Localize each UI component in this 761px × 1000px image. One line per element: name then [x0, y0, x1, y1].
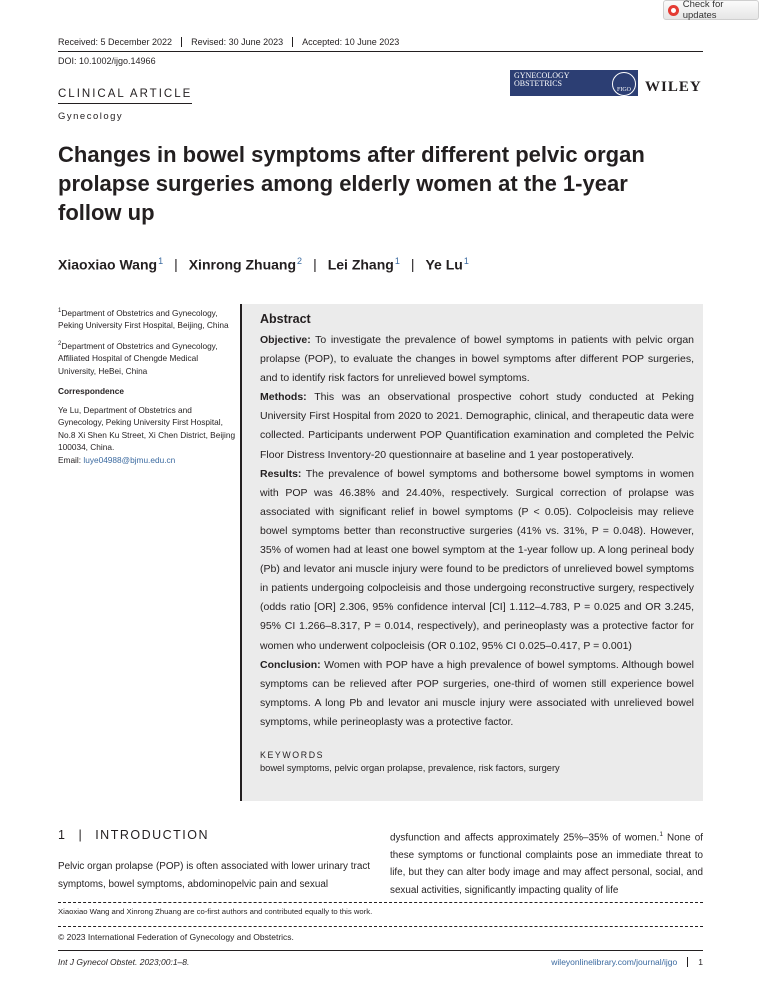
figo-logo-icon: FIGO: [612, 72, 636, 96]
doi[interactable]: DOI: 10.1002/ijgo.14966: [58, 56, 156, 66]
journal-citation: Int J Gynecol Obstet. 2023;00:1–8.: [58, 957, 190, 967]
intro-paragraph-continued: dysfunction and affects approximately 25%–35% of women.$^1$ None of these symptoms or functional complaints pose an immediate threat to life, but they can alter body image and may affect personal, social, and sexual activities, significantly impacting quality of life: [390, 831, 703, 896]
subject-category: Gynecology: [58, 111, 124, 122]
footnote: Xiaoxiao Wang and Xinrong Zhuang are co-first authors and contributed equally to this work.: [58, 907, 373, 916]
section-heading: [58, 828, 209, 842]
page-number: 1: [687, 957, 703, 967]
journal-logo-line2: OBSTETRICS: [514, 79, 563, 88]
header-rule: [58, 51, 703, 52]
footnote-divider: [58, 902, 703, 903]
article-type: CLINICAL ARTICLE: [58, 88, 192, 104]
section-title: INTRODUCTION: [95, 828, 210, 842]
affiliation: $^2$Department of Obstetrics and Gynecology, Affiliated Hospital of Chengde Medical University, HeBei, China: [58, 340, 218, 376]
author-list: [58, 256, 469, 273]
intro-paragraph: Pelvic organ prolapse (POP) is often associated with lower urinary tract symptoms, bowel symptoms, abdominopelvic pain and sexual: [58, 861, 370, 890]
keywords-heading: KEYWORDS: [260, 749, 325, 760]
author[interactable]: Ye Lu$^1$: [425, 256, 469, 273]
body-column-left: [58, 858, 370, 893]
received-date: Received: 5 December 2022: [58, 37, 173, 47]
copyright-divider: [58, 926, 703, 927]
abstract-results: Results: The prevalence of bowel symptoms and bothersome bowel symptoms in women with POP was 46.38% and 24.40%, respectively. Surgical correction of prolapse was associated with significant relief in bowel symptoms (P < 0.05). Colpocleisis may relieve bowel symptoms better than reconstructive surgeries (41% vs. 31%, P = 0.048). However, 35% of women had at least one bowel symptom at the 1-year follow up. A long perineal body (Pb) and levator ani muscle injury were found to be predictors of unrelieved bowel symptoms in patients undergoing colpocleisis and those undergoing reconstructive surgery, respectively (odds ratio [OR] 2.306, 95% confidence interval [CI] 1.112–4.783, P = 0.025 and OR 3.245, 95% CI 1.266–8.317, P = 0.014, respectively), and perineoplasty was a protective factor for women who underwent colpocleisis (OR 0.102, 95% CI 0.025–0.417, P = 0.001): [260, 467, 694, 652]
citation-ref[interactable]: 1: [659, 831, 663, 838]
author[interactable]: Xiaoxiao Wang$^1$: [58, 256, 164, 273]
section-number: 1: [58, 828, 67, 842]
footer-rule: [58, 950, 703, 951]
check-for-updates-label: Check for updates: [682, 0, 724, 21]
copyright: © 2023 International Federation of Gynecology and Obstetrics.: [58, 932, 294, 942]
abstract-objective: Objective: To investigate the prevalence of bowel symptoms in patients with pelvic organ prolapse (POP), to evaluate the changes in bowel symptoms after different POP surgeries, and to identify risk factors for unrelieved bowel symptoms.: [260, 334, 694, 385]
email-link[interactable]: luye04988@bjmu.edu.cn: [83, 454, 176, 465]
correspondence-text: Ye Lu, Department of Obstetrics and Gynecology, Peking University First Hospital, No.8 Xi Shen Ku Street, Xi Chen District, Beijing 100034, China. Email: luye04988@bjmu.edu.cn: [58, 404, 236, 465]
author-separator: |: [174, 256, 178, 272]
publisher-logo: WILEY: [645, 79, 702, 95]
article-title: Changes in bowel symptoms after different pelvic organ prolapse surgeries among elderly women at the 1-year follow up: [58, 142, 645, 225]
abstract-heading: Abstract: [260, 312, 311, 326]
correspondence-heading: Correspondence: [58, 386, 124, 397]
abstract-box: [240, 304, 703, 801]
journal-url-link[interactable]: wileyonlinelibrary.com/journal/ijgo: [551, 957, 678, 967]
affiliation: $^1$Department of Obstetrics and Gynecology, Peking University First Hospital, Beijing, China: [58, 307, 229, 331]
check-for-updates-button[interactable]: [663, 0, 759, 20]
body-column-right: [390, 826, 703, 899]
author-separator: |: [313, 256, 317, 272]
page-footer: [58, 957, 703, 967]
affiliations: [58, 305, 236, 466]
abstract-methods: Methods: This was an observational prospective cohort study conducted at Peking University First Hospital from 2020 to 2021. Demographic, clinical, and therapeutic data were collected. Participants underwent POP Quantification examination and completed the Pelvic Floor Distress Inventory-20 questionnaire at baseline and 1 year postoperatively.: [260, 391, 694, 461]
section-separator: |: [78, 828, 84, 842]
abstract-body: [260, 331, 694, 732]
keywords-list: bowel symptoms, pelvic organ prolapse, prevalence, risk factors, surgery: [260, 762, 560, 773]
author[interactable]: Xinrong Zhuang$^2$: [188, 256, 303, 273]
accepted-date: Accepted: 10 June 2023: [292, 37, 408, 47]
journal-logo-line1: GYNECOLOGY: [514, 71, 570, 80]
author-separator: |: [410, 256, 415, 272]
abstract-conclusion: Conclusion: Women with POP have a high prevalence of bowel symptoms. Although bowel symptoms can be relieved after POP surgeries, one-third of women still experience bowel symptoms. A long Pb and levator ani muscle injury were associated with unrelieved bowel symptoms, while perineoplasty was a protective factor.: [260, 658, 694, 728]
author[interactable]: Lei Zhang$^1$: [327, 256, 400, 273]
revised-date: Revised: 30 June 2023: [181, 37, 292, 47]
journal-logo: [510, 70, 638, 96]
article-history: [58, 37, 408, 47]
update-icon: [668, 5, 679, 16]
